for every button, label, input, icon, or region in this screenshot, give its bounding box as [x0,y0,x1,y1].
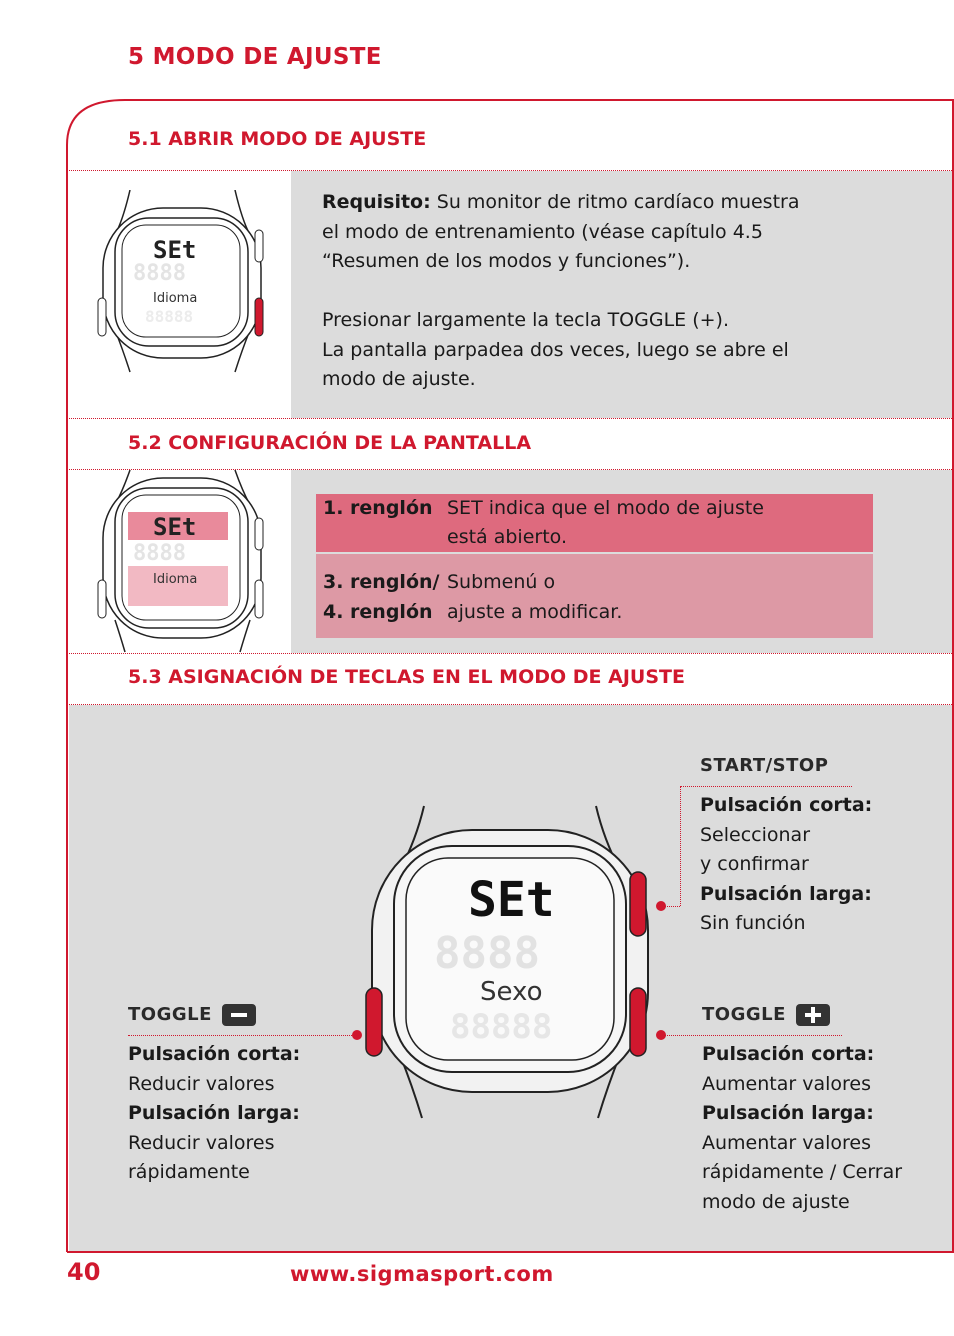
page-title: 5 MODO DE AJUSTE [128,44,382,70]
requisito-label: Requisito: [322,191,431,213]
svg-text:8888: 8888 [133,261,186,286]
toggle-minus-description: Pulsación corta: Reducir valores Pulsación larga: Reducir valores rápidamente [128,1043,301,1183]
connector-line [662,1035,842,1036]
section-title-5-3: 5.3 ASIGNACIÓN DE TECLAS EN EL MODO DE AJUSTE [128,666,685,688]
watch-illustration-2 [95,470,270,653]
section-title-5-2: 5.2 CONFIGURACIÓN DE LA PANTALLA [128,432,532,454]
connector-dot [656,1030,666,1040]
connector-dot [352,1030,362,1040]
start-stop-description: Pulsación corta: Seleccionar y confirmar Pulsación larga: Sin función [700,794,873,934]
table-row: 1. renglón SET indica que el modo de ajuste está abierto. [316,494,873,552]
svg-text:SEt: SEt [153,236,197,264]
toggle-plus-label: TOGGLE [702,1004,830,1026]
svg-text:8888: 8888 [133,541,186,566]
svg-text:Sexo: Sexo [480,977,543,1007]
connector-line [680,786,852,787]
svg-text:Idioma: Idioma [153,291,198,306]
table-row: 3. renglón/ 4. renglón Submenú o ajuste a modificar. [316,554,873,638]
svg-text:88888: 88888 [145,307,194,326]
section1-text: Requisito: Su monitor de ritmo cardíaco muestra el modo de entrenamiento (véase capítulo 4.5 “Resumen de los modos y funciones”). Presionar largamente la tecla TOGGLE (+). La pantalla parpadea dos veces, luego se abre el modo de ajuste. [322,191,800,390]
connector-dot [656,901,666,911]
section-title-5-1: 5.1 ABRIR MODO DE AJUSTE [128,128,427,150]
svg-text:8888: 8888 [434,928,540,979]
connector-line [680,786,681,906]
start-stop-label: START/STOP [700,755,829,776]
divider [69,653,952,654]
toggle-minus-label: TOGGLE [128,1004,256,1026]
svg-text:88888: 88888 [450,1007,553,1047]
divider [69,418,952,419]
svg-text:Idioma: Idioma [153,572,198,587]
watch-illustration-large [350,800,670,1125]
minus-icon [222,1004,256,1026]
watch-illustration-1 [95,190,270,375]
plus-icon [796,1004,830,1026]
svg-text:SEt: SEt [153,513,197,541]
svg-text:SEt: SEt [468,872,555,928]
toggle-plus-description: Pulsación corta: Aumentar valores Pulsación larga: Aumentar valores rápidamente / Cerrar modo de ajuste [702,1043,903,1213]
website-link[interactable]: www.sigmasport.com [290,1262,554,1286]
connector-line [128,1035,356,1036]
page-number: 40 [67,1258,101,1286]
